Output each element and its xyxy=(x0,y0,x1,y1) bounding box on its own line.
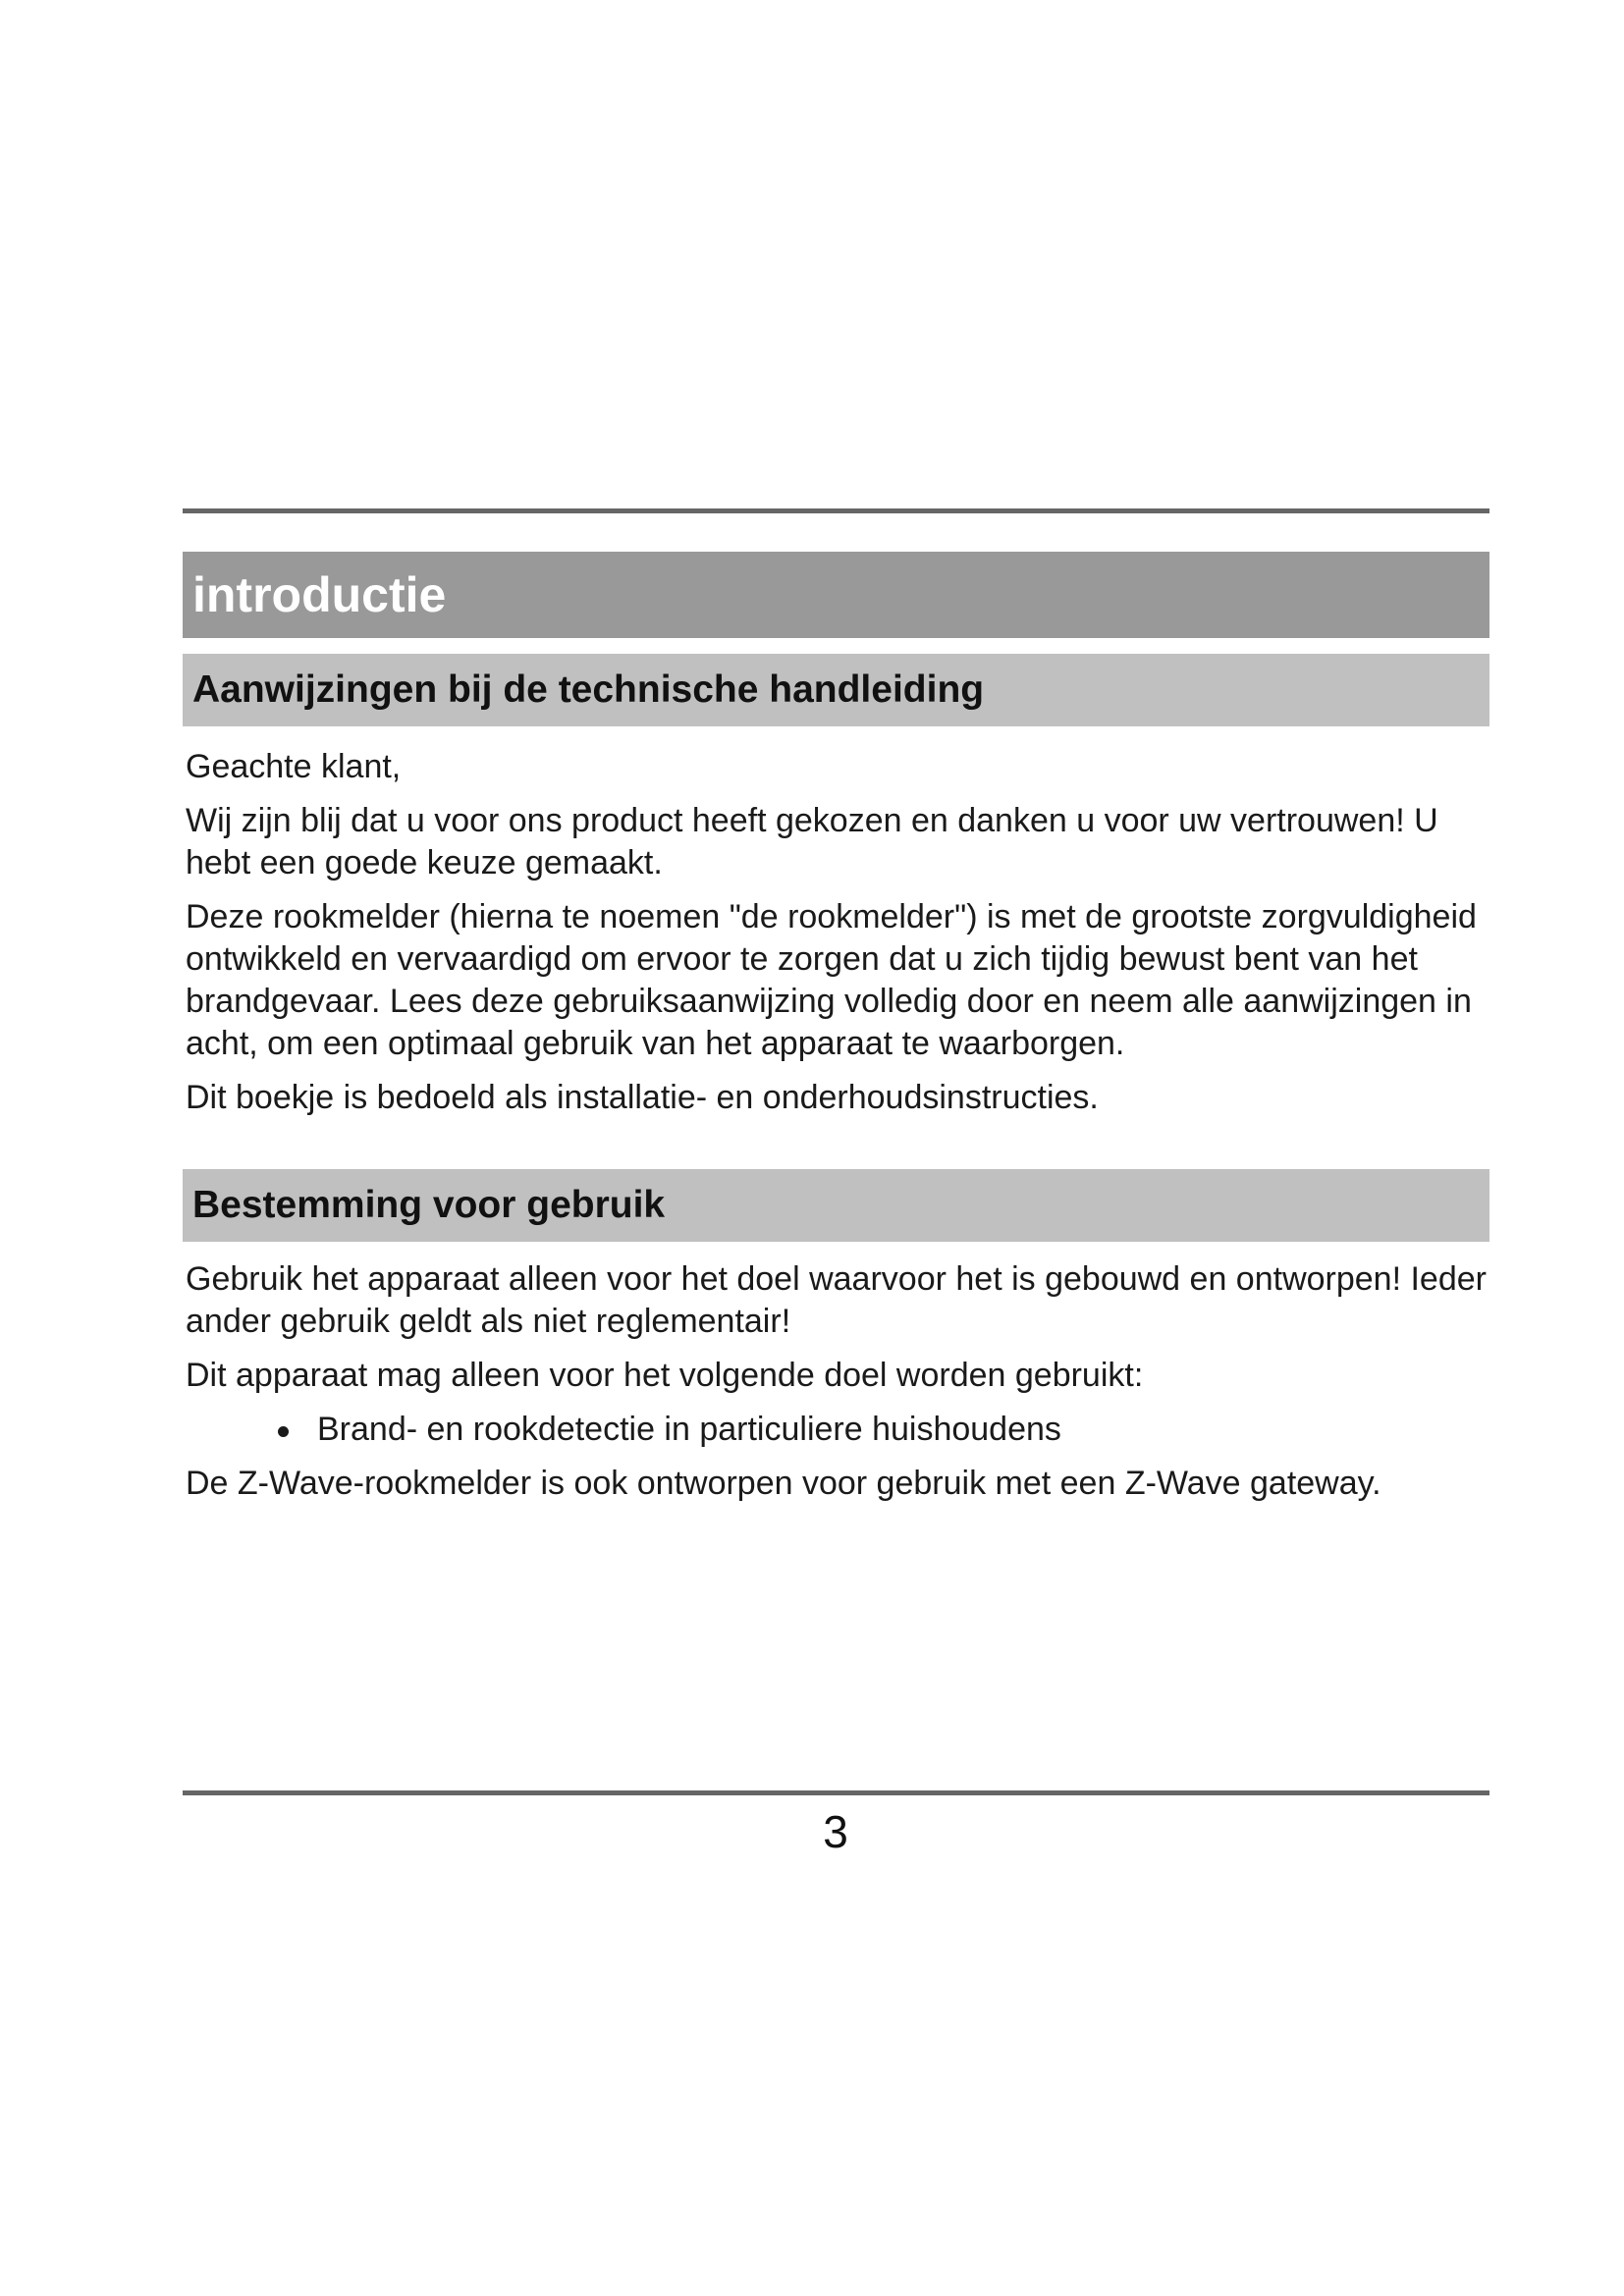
list-item xyxy=(278,1409,1491,1451)
bullet-icon xyxy=(278,1426,289,1437)
paragraph-description: Deze rookmelder (hierna te noemen "de rookmelder") is met de grootste zorgvuldigheid ontwikkeld en vervaardigd om ervoor te zorgen dat u zich tijdig bewust bent van het brandgevaar. Lees deze gebruiksaanwijzing volledig door en neem alle aanwijzingen in acht, om een optimaal gebruik van het apparaat te waarborgen. xyxy=(186,898,1477,1062)
list-item-text: Brand- en rookdetectie in particuliere huishoudens xyxy=(317,1411,1061,1448)
bottom-divider xyxy=(183,1790,1489,1795)
section-title-intended-use: Bestemming voor gebruik xyxy=(192,1184,666,1226)
use-list xyxy=(186,1409,1491,1451)
page-number: 3 xyxy=(823,1806,848,1857)
paragraph-greeting: Geachte klant, xyxy=(186,748,402,785)
section-body-instructions xyxy=(186,746,1491,1131)
paragraph-thanks: Wij zijn blij dat u voor ons product heeft gekozen en danken u voor uw vertrouwen! U hebt een goede keuze gemaakt. xyxy=(186,802,1438,881)
paragraph-use-warning: Gebruik het apparaat alleen voor het doel waarvoor het is gebouwd en ontworpen! Ieder ander gebruik geldt als niet reglementair! xyxy=(186,1260,1487,1340)
paragraph-booklet-purpose: Dit boekje is bedoeld als installatie- en onderhoudsinstructies. xyxy=(186,1079,1099,1116)
paragraph-zwave: De Z-Wave-rookmelder is ook ontworpen voor gebruik met een Z-Wave gateway. xyxy=(186,1465,1381,1502)
chapter-title: introductie xyxy=(192,567,447,622)
chapter-header xyxy=(183,552,1489,638)
section-header-instructions xyxy=(183,654,1489,726)
section-title-instructions: Aanwijzingen bij de technische handleiding xyxy=(192,668,985,711)
section-body-intended-use xyxy=(186,1258,1491,1517)
top-divider xyxy=(183,508,1489,513)
section-header-intended-use xyxy=(183,1169,1489,1242)
paragraph-use-intro: Dit apparaat mag alleen voor het volgende doel worden gebruikt: xyxy=(186,1357,1144,1394)
